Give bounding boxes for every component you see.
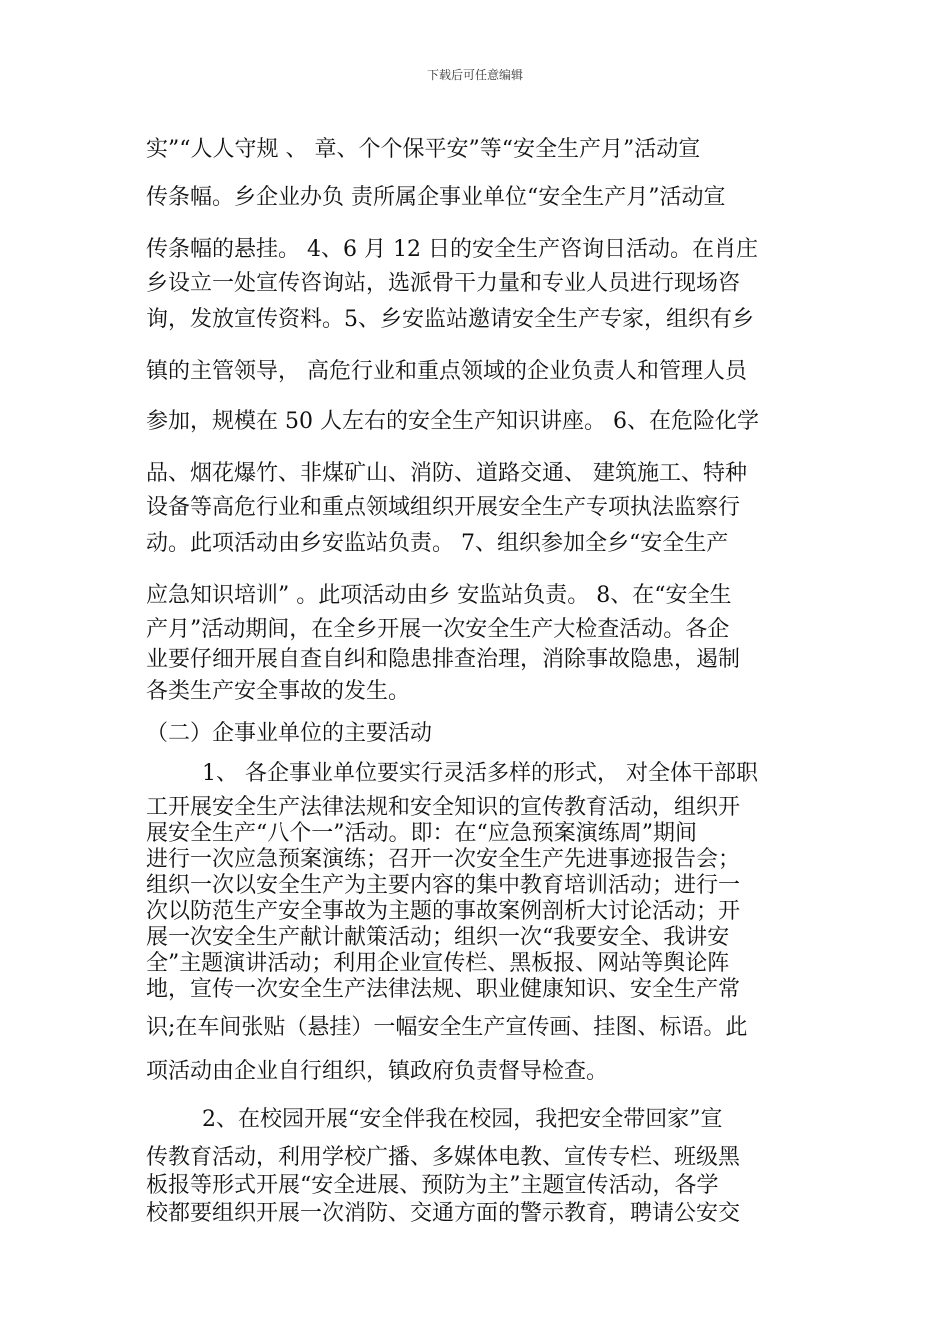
text-line: 参加，规模在 50 人左右的安全生产知识讲座。 6、在危险化学 <box>146 409 759 434</box>
text-line: 传教育活动，利用学校广播、多媒体电教、宣传专栏、班级黑 <box>146 1145 741 1170</box>
text-line: 板报等形式开展“安全进展、预防为主”主题宣传活动，各学 <box>146 1173 719 1198</box>
text-line: 乡设立一处宣传咨询站，选派骨干力量和专业人员进行现场咨 <box>146 271 741 296</box>
text-line: 2、在校园开展“安全伴我在校园，我把安全带回家”宣 <box>202 1107 723 1132</box>
text-line: 传条幅。乡企业办负 责所属企事业单位“安全生产月”活动宣 <box>146 185 726 210</box>
text-line: 各类生产安全事故的发生。 <box>146 679 411 704</box>
text-line: 设备等高危行业和重点领域组织开展安全生产专项执法监察行 <box>146 495 741 520</box>
text-line: 次以防范生产安全事故为主题的事故案例剖析大讨论活动；开 <box>146 899 741 924</box>
page-header: 下载后可任意编辑 <box>426 68 523 82</box>
text-line: 产月”活动期间，在全乡开展一次安全生产大检查活动。各企 <box>146 617 730 642</box>
text-line: 询，发放宣传资料。5、乡安监站邀请安全生产专家，组织有乡 <box>146 307 754 332</box>
text-line: 校都要组织开展一次消防、交通方面的警示教育，聘请公安交 <box>146 1201 741 1226</box>
text-line: 进行一次应急预案演练；召开一次安全生产先进事迹报告会； <box>146 847 741 872</box>
text-line: 品、烟花爆竹、非煤矿山、消防、道路交通、 建筑施工、特种 <box>146 461 747 486</box>
text-line: 组织一次以安全生产为主要内容的集中教育培训活动；进行一 <box>146 873 741 898</box>
text-line: 全”主题演讲活动；利用企业宣传栏、黑板报、网站等舆论阵 <box>146 951 730 976</box>
text-line: 展安全生产“八个一”活动。即：在“应急预案演练周”期间 <box>146 821 697 846</box>
text-line: 展一次安全生产献计献策活动；组织一次“我要安全、我讲安 <box>146 925 730 950</box>
text-line: 传条幅的悬挂。 4、6 月 12 日的安全生产咨询日活动。在肖庄 <box>146 237 758 262</box>
text-line: 识;在车间张贴（悬挂）一幅安全生产宣传画、挂图、标语。此 <box>146 1015 748 1040</box>
text-line: 应急知识培训” 。此项活动由乡 安监站负责。 8、在“安全生 <box>146 583 732 608</box>
text-line: 工开展安全生产法律法规和安全知识的宣传教育活动，组织开 <box>146 795 741 820</box>
section-heading: （二）企事业单位的主要活动 <box>146 721 433 746</box>
text-line: 1、 各企事业单位要实行灵活多样的形式， 对全体干部职 <box>202 761 758 786</box>
text-line: 项活动由企业自行组织，镇政府负责督导检查。 <box>146 1059 609 1084</box>
text-line: 镇的主管领导， 高危行业和重点领域的企业负责人和管理人员 <box>146 359 747 384</box>
text-line: 动。此项活动由乡安监站负责。 7、组织参加全乡“安全生产 <box>146 531 729 556</box>
text-line: 地，宣传一次安全生产法律法规、职业健康知识、安全生产常 <box>146 977 741 1002</box>
text-line: 业要仔细开展自查自纠和隐患排查治理，消除事故隐患，遏制 <box>146 647 741 672</box>
text-line: 实”“人人守规 、 章、个个保平安”等“安全生产月”活动宣 <box>146 137 701 162</box>
